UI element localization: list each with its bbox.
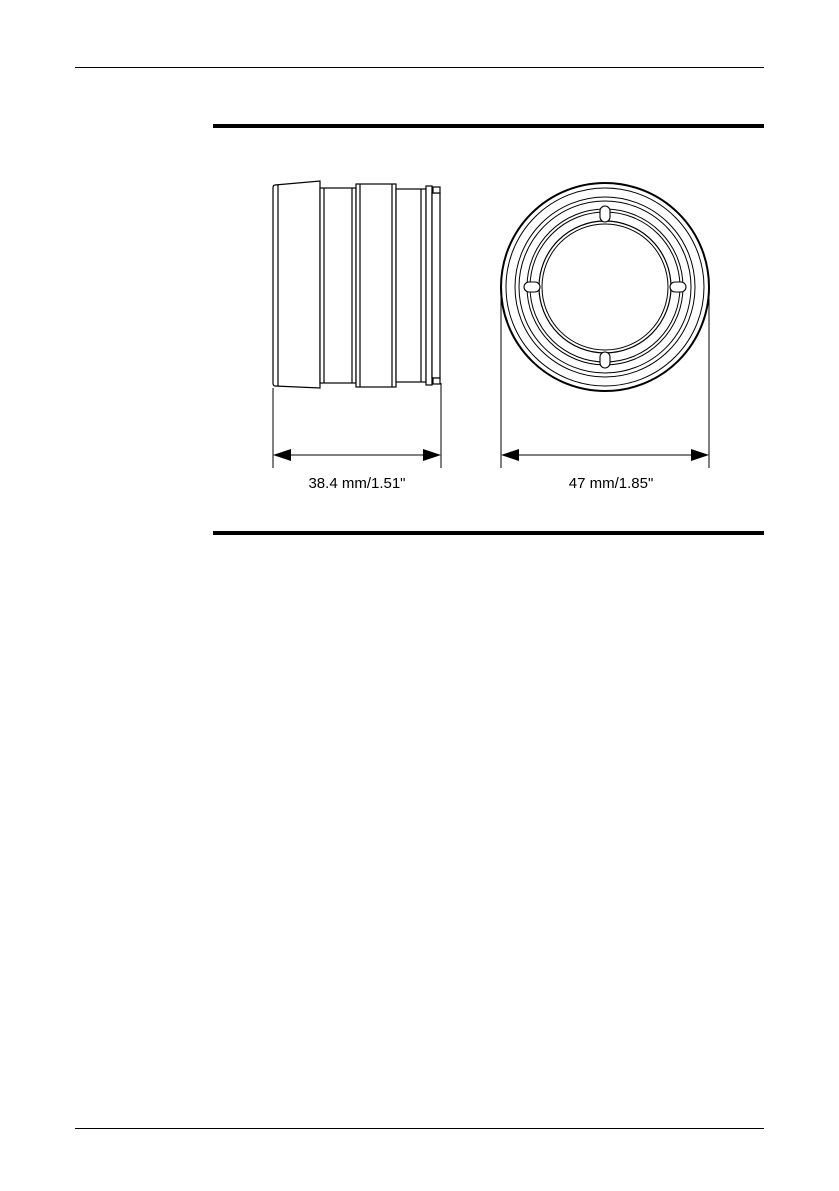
side-arrow-right (423, 449, 441, 461)
side-view-dimension (273, 383, 441, 468)
bayonet-tab-right (670, 282, 686, 292)
front-ring-4 (527, 209, 683, 365)
lens-side-view (273, 181, 440, 388)
figure-bottom-rule (213, 531, 764, 535)
front-arrow-left (501, 449, 519, 461)
side-arrow-left (273, 449, 291, 461)
mount-rear (432, 193, 440, 378)
bayonet-tab-top (600, 206, 610, 222)
bayonet-tab-bottom (600, 352, 610, 368)
barrel-section-2 (356, 184, 396, 387)
front-inner-opening (539, 221, 671, 353)
figure-top-rule (213, 124, 764, 128)
bayonet-tab-left (524, 282, 540, 292)
lens-hood-section (273, 181, 320, 388)
front-ring-5 (530, 212, 680, 362)
mount-tab-bottom (433, 378, 440, 384)
mount-flange (426, 186, 432, 385)
barrel-section-1 (320, 188, 356, 383)
side-dimension-label: 38.4 mm/1.51" (308, 475, 406, 492)
lens-dimension-drawing (213, 140, 764, 520)
front-arrow-right (691, 449, 709, 461)
page-header-rule (75, 67, 764, 68)
front-bayonet-tabs (524, 206, 686, 368)
front-ring-3 (519, 201, 691, 373)
front-inner-opening-edge (542, 224, 668, 350)
page-footer-rule (75, 1128, 764, 1129)
mount-tab-top (433, 187, 440, 193)
front-dimension-label: 47 mm/1.85" (568, 475, 654, 492)
